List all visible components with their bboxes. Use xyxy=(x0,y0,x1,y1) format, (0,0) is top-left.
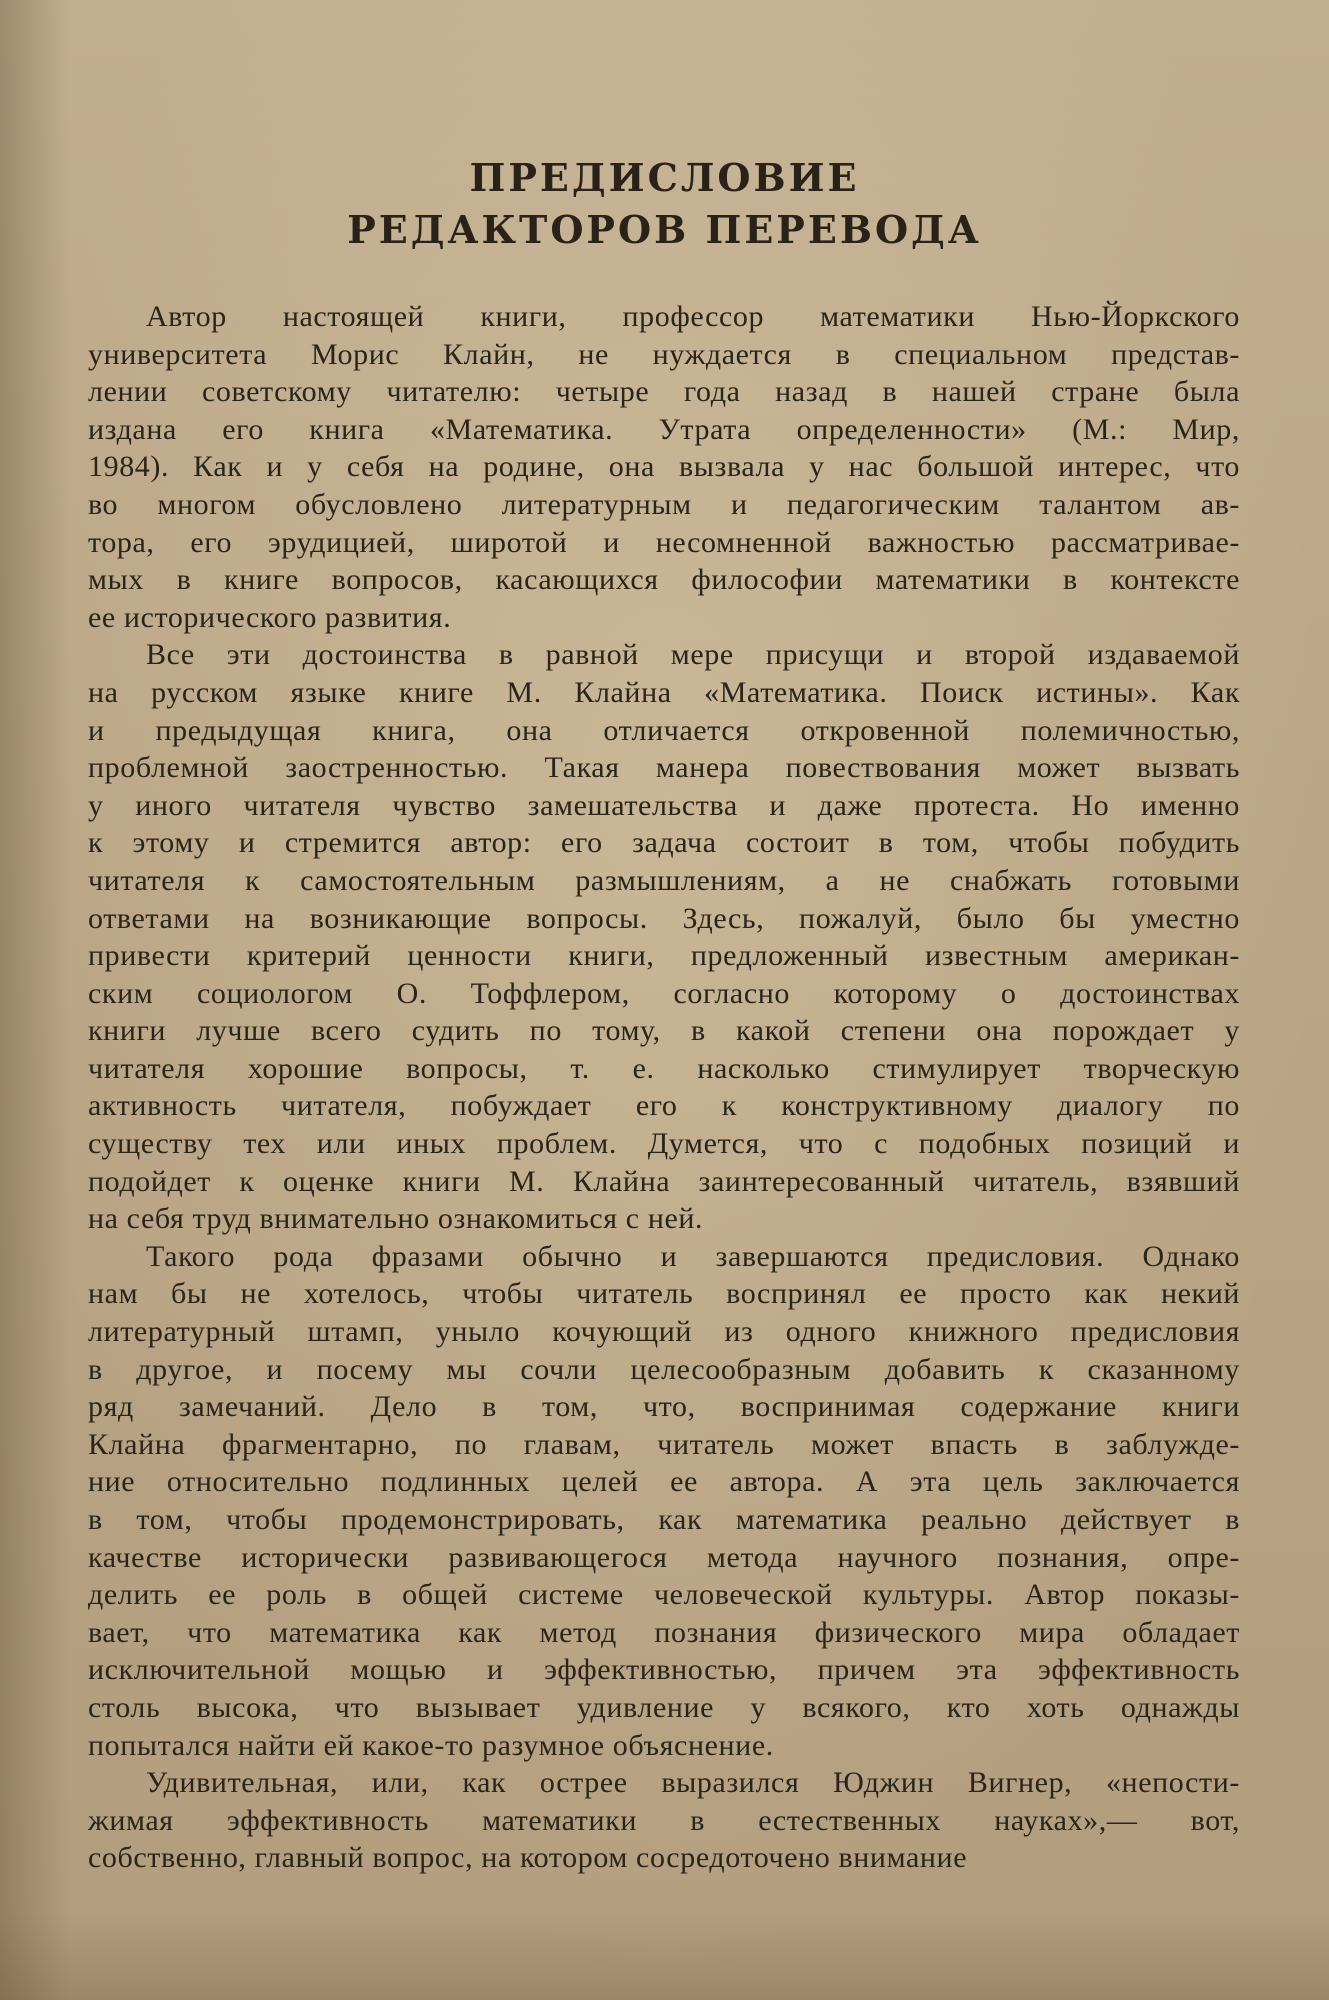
page-title-line-2: РЕДАКТОРОВ ПЕРЕВОДА xyxy=(347,207,982,252)
text-line: ским социологом О. Тоффлером, согласно которому о достоинствах xyxy=(88,976,1240,1010)
text-line: столь высока, что вызывает удивление у всякого, кто хоть однажды xyxy=(88,1690,1240,1724)
text-line: исключительной мощью и эффективностью, причем эта эффективность xyxy=(88,1653,1240,1687)
text-line: проблемной заостренностью. Такая манера повествования может вызвать xyxy=(88,751,1240,785)
text-line: у иного читателя чувство замешательства и даже протеста. Но именно xyxy=(88,788,1240,822)
text-line: качестве исторически развивающегося метода научного познания, опре- xyxy=(88,1540,1240,1574)
text-line: собственно, главный вопрос, на котором сосредоточено внимание xyxy=(88,1841,968,1875)
text-line: привести критерий ценности книги, предложенный известным американ- xyxy=(88,939,1240,973)
text-line: тора, его эрудицией, широтой и несомненной важностью рассматривае- xyxy=(88,525,1240,559)
paragraph xyxy=(88,298,1240,636)
text-line: читателя к самостоятельным размышлениям, а не снабжать готовыми xyxy=(88,863,1240,897)
text-line: Все эти достоинства в равной мере присущи и второй издаваемой xyxy=(146,638,1240,672)
page-title xyxy=(0,152,1329,256)
text-line: литературный штамп, уныло кочующий из одного книжного предисловия xyxy=(88,1315,1240,1349)
text-line: ряд замечаний. Дело в том, что, воспринимая содержание книги xyxy=(88,1390,1240,1424)
page-title-line-1: ПРЕДИСЛОВИЕ xyxy=(469,155,860,200)
text-line: Автор настоящей книги, профессор математики Нью-Йоркского xyxy=(146,300,1240,333)
text-line: ние относительно подлинных целей ее автора. А эта цель заключается xyxy=(88,1465,1240,1499)
text-line: в другое, и посему мы сочли целесообразным добавить к сказанному xyxy=(88,1352,1240,1386)
text-line: 1984). Как и у себя на родине, она вызвала у нас большой интерес, что xyxy=(88,450,1240,484)
text-line: попытался найти ей какое-то разумное объяснение. xyxy=(88,1728,774,1762)
text-line: жимая эффективность математики в естественных науках»,— вот, xyxy=(88,1803,1240,1837)
text-line: ее исторического развития. xyxy=(88,600,452,634)
paragraph xyxy=(88,1764,1240,1877)
text-line: во многом обусловлено литературным и педагогическим талантом ав- xyxy=(88,487,1240,521)
body-text xyxy=(88,298,1240,1877)
paragraph xyxy=(88,1238,1240,1764)
text-line: к этому и стремится автор: его задача состоит в том, чтобы побудить xyxy=(88,826,1240,860)
text-line: Клайна фрагментарно, по главам, читатель может впасть в заблужде- xyxy=(88,1427,1240,1461)
text-line: Удивительная, или, как острее выразился Юджин Вигнер, «непости- xyxy=(146,1766,1240,1800)
text-line: университета Морис Клайн, не нуждается в специальном представ- xyxy=(88,337,1240,371)
text-line: мых в книге вопросов, касающихся философии математики в контексте xyxy=(88,563,1240,597)
text-line: существу тех или иных проблем. Думется, что с подобных позиций и xyxy=(88,1127,1240,1161)
text-line: вает, что математика как метод познания физического мира обладает xyxy=(88,1615,1240,1649)
text-line: на себя труд внимательно ознакомиться с ней. xyxy=(88,1202,704,1236)
text-line: подойдет к оценке книги М. Клайна заинтересованный читатель, взявший xyxy=(88,1164,1240,1198)
text-line: читателя хорошие вопросы, т. е. насколько стимулирует творческую xyxy=(88,1051,1240,1085)
text-line: лении советскому читателю: четыре года назад в нашей стране была xyxy=(88,375,1240,409)
text-line: ответами на возникающие вопросы. Здесь, пожалуй, было бы уместно xyxy=(88,901,1240,935)
page-shadow-bottom xyxy=(0,1910,1329,2000)
page-shadow xyxy=(0,0,70,2000)
paragraph xyxy=(88,636,1240,1238)
text-line: в том, чтобы продемонстрировать, как математика реально действует в xyxy=(88,1503,1240,1536)
text-line: на русском языке книге М. Клайна «Математика. Поиск истины». Как xyxy=(88,675,1240,709)
text-line: делить ее роль в общей системе человеческой культуры. Автор показы- xyxy=(88,1578,1240,1612)
text-line: издана его книга «Математика. Утрата определенности» (М.: Мир, xyxy=(88,412,1240,446)
text-line: книги лучше всего судить по тому, в какой степени она порождает у xyxy=(88,1014,1240,1048)
text-line: нам бы не хотелось, чтобы читатель воспринял ее просто как некий xyxy=(88,1277,1240,1311)
text-line: активность читателя, побуждает его к конструктивному диалогу по xyxy=(88,1089,1240,1123)
text-line: и предыдущая книга, она отличается откровенной полемичностью, xyxy=(88,713,1240,747)
text-line: Такого рода фразами обычно и завершаются предисловия. Однако xyxy=(146,1239,1240,1273)
